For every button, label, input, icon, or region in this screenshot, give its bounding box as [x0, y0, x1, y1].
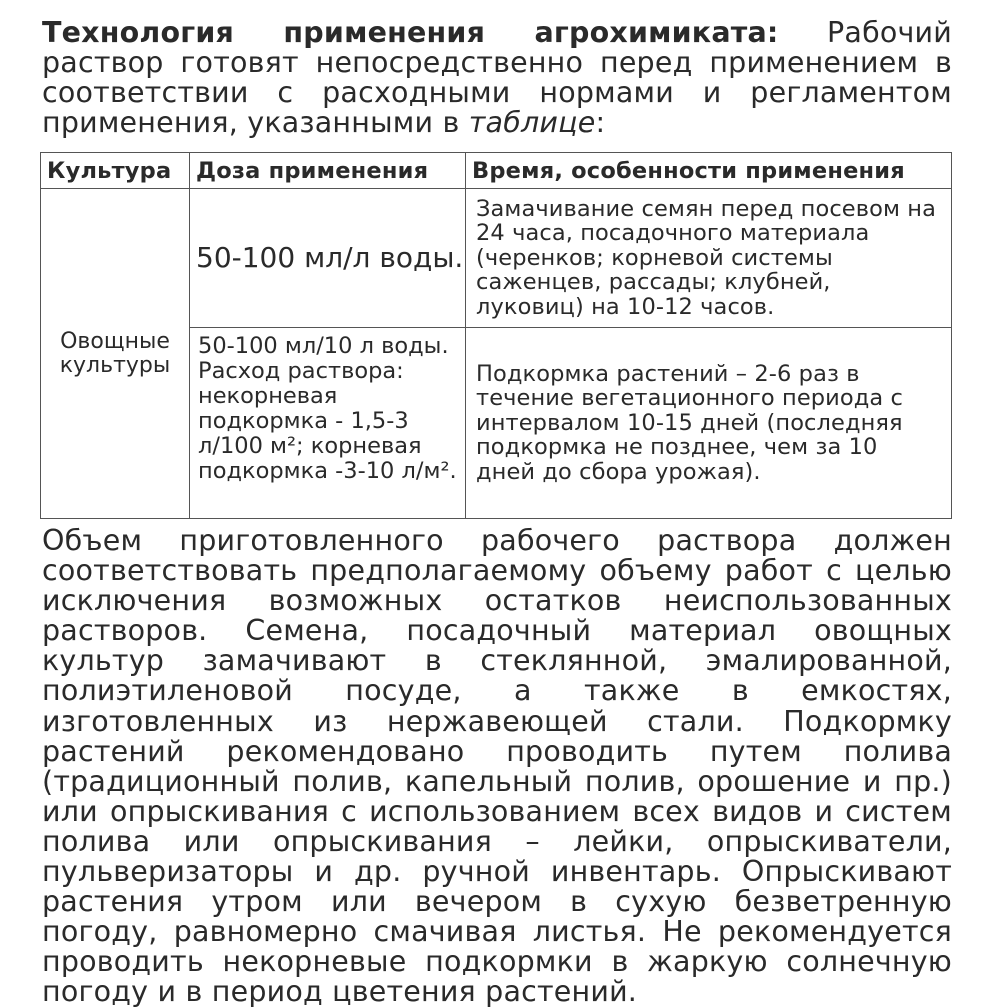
- dose-cell: 50-100 мл/10 л воды. Расход раствора: некорневая подкормка - 1,5-3 л/100 м²; корневая подкормка -3-10 л/м².: [190, 328, 466, 519]
- table-row: [41, 189, 952, 328]
- dose-cell: 50-100 мл/л воды.: [190, 189, 466, 328]
- time-cell: Подкормка растений – 2-6 раз в течение вегетационного периода с интервалом 10-15 дней (последняя подкормка не позднее, чем за 10 дней до сбора урожая).: [466, 328, 952, 519]
- header-culture: Культура: [41, 153, 190, 189]
- table-header-row: [41, 153, 952, 189]
- culture-cell: Овощные культуры: [41, 189, 190, 519]
- intro-text-end: :: [595, 106, 606, 139]
- intro-heading: Технология применения агрохимиката:: [42, 16, 779, 49]
- time-cell: Замачивание семян перед посевом на 24 часа, посадочного материала (черенков; корневой системы саженцев, рассады; клубней, луковиц) на 10-12 часов.: [466, 189, 952, 328]
- intro-paragraph: [42, 18, 952, 138]
- intro-text: Рабочий раствор готовят непосредственно перед применением в соответствии с расходными нормами и регламентом применения, указанными в: [42, 16, 952, 139]
- body-paragraph: Объем приготовленного рабочего раствора должен соответствовать предполагаемому объему работ с целью исключения возможных остатков неиспользованных растворов. Семена, посадочный материал овощных культур замачивают в стеклянной, эмалированной, полиэтиленовой посуде, а также в емкостях, изготовленных из нержавеющей стали. Подкормку растений рекомендовано проводить путем полива (традиционный полив, капельный полив, орошение и пр.) или опрыскивания с использованием всех видов и систем полива или опрыскивания – лейки, опрыскиватели, пульверизаторы и др. ручной инвентарь. Опрыскивают растения утром или вечером в сухую безветренную погоду, равномерно смачивая листья. Не рекомендуется проводить некорневые подкормки в жаркую солнечную погоду и в период цветения растений.: [42, 524, 952, 1008]
- header-dose: Доза применения: [190, 153, 466, 189]
- intro-italic-word: таблице: [468, 106, 596, 139]
- header-time: Время, особенности применения: [466, 153, 952, 189]
- application-table: [40, 152, 952, 519]
